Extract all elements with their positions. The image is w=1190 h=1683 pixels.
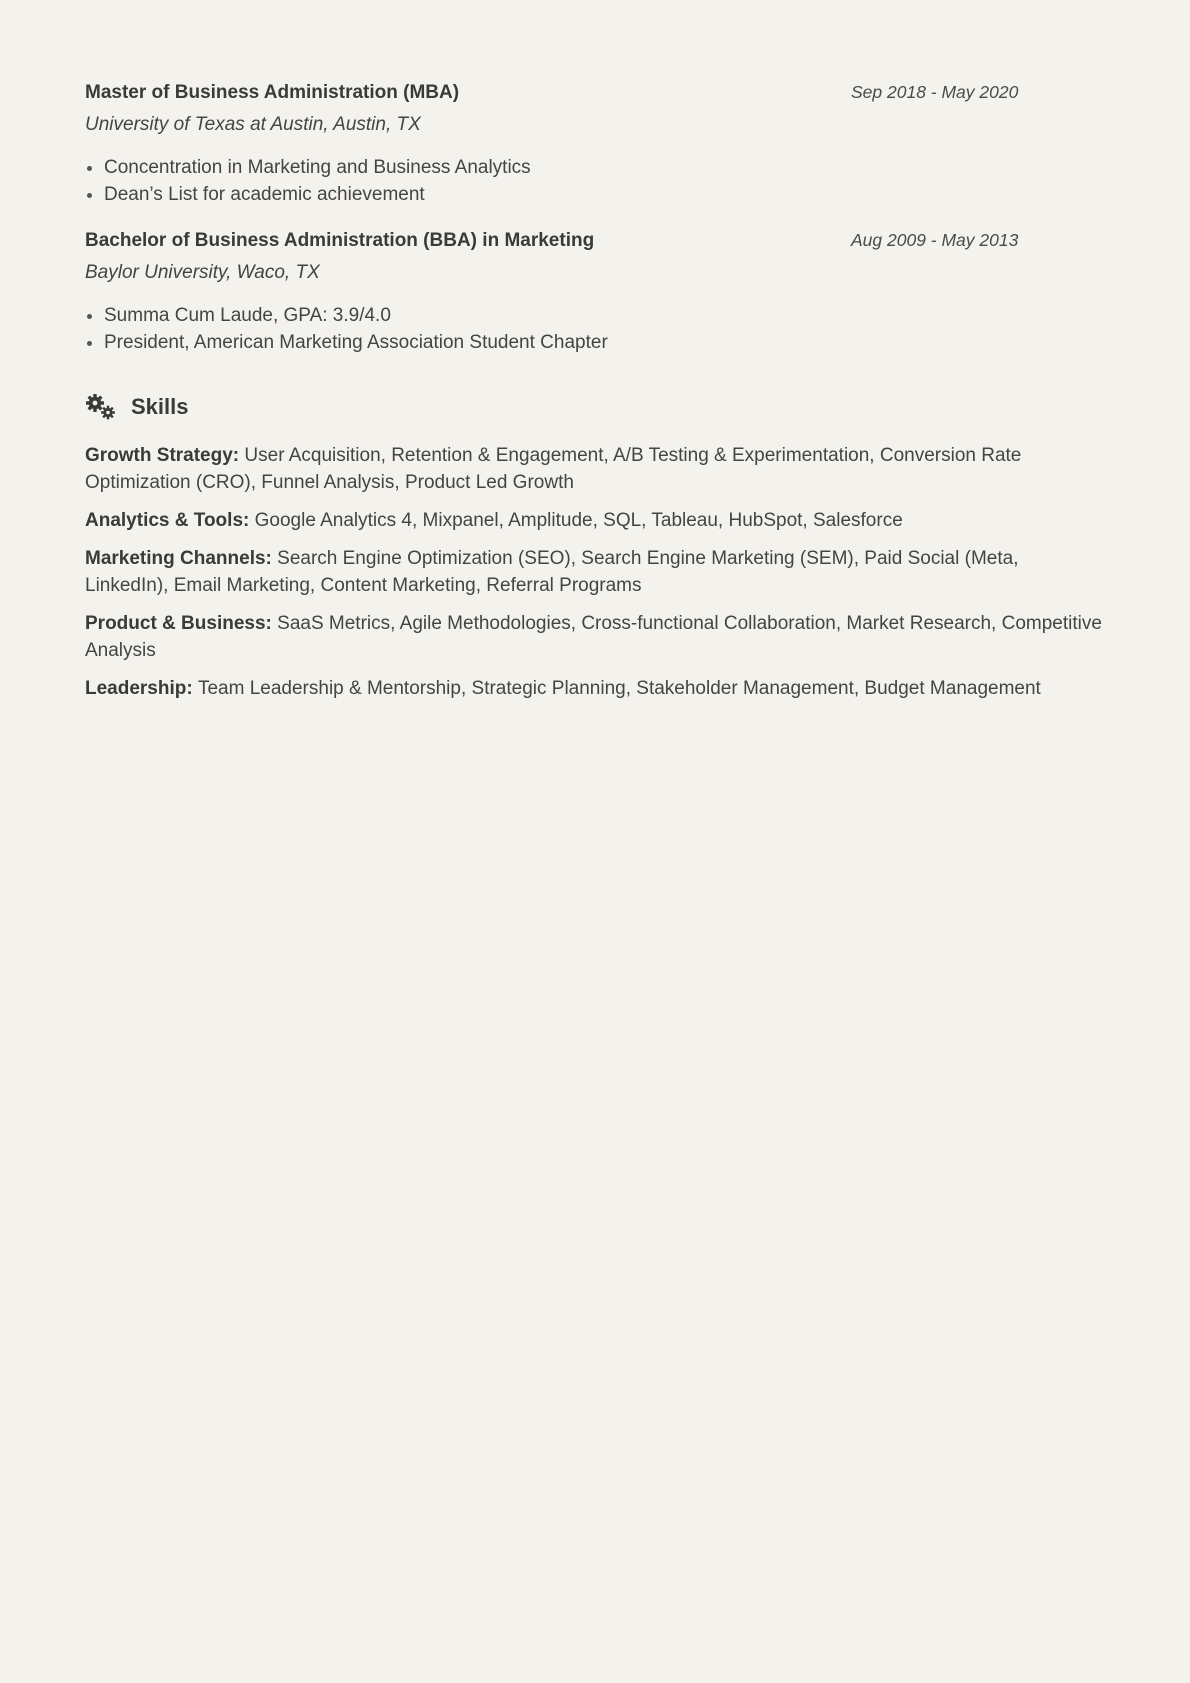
education-entry-header	[85, 226, 1105, 256]
skill-label: Leadership:	[85, 678, 198, 699]
list-item: Concentration in Marketing and Business Analytics	[85, 154, 1105, 181]
skill-text: User Acquisition, Retention & Engagement, A/B Testing & Experimentation, Conversion Rate Optimization (CRO), Funnel Analysis, Product Led Growth	[85, 445, 1022, 493]
education-highlights	[85, 302, 1105, 356]
skill-text: SaaS Metrics, Agile Methodologies, Cross-functional Collaboration, Market Research, Competitive Analysis	[85, 613, 1102, 661]
skill-text: Google Analytics 4, Mixpanel, Amplitude, SQL, Tableau, HubSpot, Salesforce	[254, 510, 903, 531]
skill-text: Search Engine Optimization (SEO), Search Engine Marketing (SEM), Paid Social (Meta, LinkedIn), Email Marketing, Content Marketing, Referral Programs	[85, 548, 1019, 596]
skill-label: Marketing Channels:	[85, 548, 278, 569]
skills-list	[85, 442, 1105, 702]
section-title: Skills	[131, 394, 189, 419]
education-dates: Sep 2018 - May 2020	[851, 82, 1019, 102]
list-item: Dean’s List for academic achievement	[85, 181, 1105, 208]
list-item: President, American Marketing Association Student Chapter	[85, 329, 1105, 356]
degree-title: Master of Business Administration (MBA)	[85, 82, 460, 103]
skill-label: Product & Business:	[85, 613, 278, 634]
skill-row-analytics-tools	[85, 507, 1105, 534]
resume-page	[85, 78, 1105, 713]
school-name: Baylor University, Waco, TX	[85, 262, 320, 283]
education-entry-header	[85, 78, 1105, 108]
school-name: University of Texas at Austin, Austin, TX	[85, 114, 421, 135]
degree-title: Bachelor of Business Administration (BBA) in Marketing	[85, 230, 595, 251]
education-highlights	[85, 154, 1105, 208]
skill-row-leadership	[85, 675, 1105, 702]
education-dates: Aug 2009 - May 2013	[851, 230, 1019, 250]
skill-row-marketing-channels	[85, 545, 1105, 599]
education-entry-mba	[85, 78, 1105, 208]
skills-section-header	[85, 390, 1105, 424]
gears-icon	[85, 393, 117, 421]
education-entry-bba	[85, 226, 1105, 356]
skill-label: Analytics & Tools:	[85, 510, 255, 531]
skill-row-growth-strategy	[85, 442, 1105, 496]
list-item: Summa Cum Laude, GPA: 3.9/4.0	[85, 302, 1105, 329]
skill-text: Team Leadership & Mentorship, Strategic Planning, Stakeholder Management, Budget Management	[197, 678, 1041, 699]
skill-row-product-business	[85, 610, 1105, 664]
skill-label: Growth Strategy:	[85, 445, 245, 466]
